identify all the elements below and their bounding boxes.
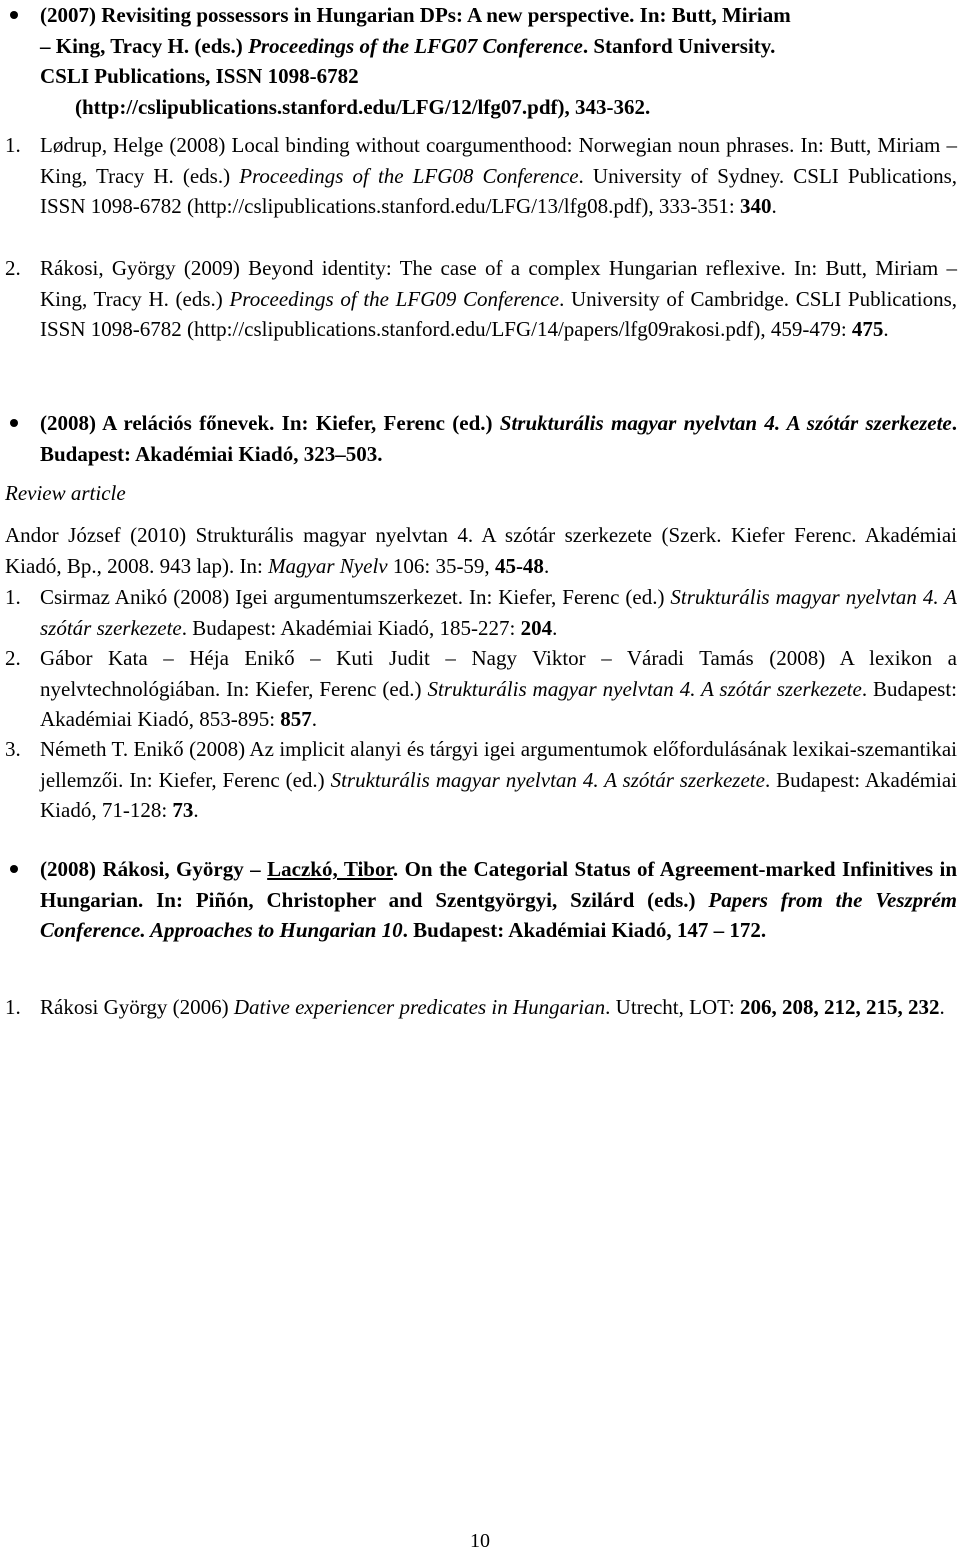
bullet-icon [10,865,18,873]
citation-item [5,734,957,826]
citation-item [5,130,957,222]
publication-text: (2008) A relációs főnevek. In: Kiefer, Ferenc (ed.) Strukturális magyar nyelvtan 4. A szótár szerkezete. Budapest: Akadémiai Kiadó, 323–503. [40,411,957,466]
review-text: Andor József (2010) Strukturális magyar nyelvtan 4. A szótár szerkezete (Szerk. Kiefer Ferenc. Akadémiai Kiadó, Bp., 2008. 943 lap). In: Magyar Nyelv 106: 35-59, 45-48. [5,523,957,578]
citation-item [5,992,957,1023]
citation-number: 1. [5,995,21,1019]
citation-text: Gábor Kata – Héja Enikő – Kuti Judit – Nagy Viktor – Váradi Tamás (2008) A lexikon a nyelvtechnológiában. In: Kiefer, Ferenc (ed.) Strukturális magyar nyelvtan 4. A szótár szerkezete. Budapest: Akadémiai Kiadó, 853-895: 857. [40,646,958,731]
publication-text: (2008) Rákosi, György – Laczkó, Tibor. On the Categorial Status of Agreement-marked Infinitives in Hungarian. In: Piñón, Christopher and Szentgyörgyi, Szilárd (eds.) Papers from the Veszprém Conference. Approaches to Hungarian 10. Budapest: Akadémiai Kiadó, 147 – 172. [40,857,958,942]
publication-entry [5,408,957,469]
citation-text: Németh T. Enikő (2008) Az implicit alanyi és tárgyi igei argumentumok előfordulásának lexikai-szemantikai jellemzői. In: Kiefer, Ferenc (ed.) Strukturális magyar nyelvtan 4. A szótár szerkezete. Budapest: Akadémiai Kiadó, 71-128: 73. [40,737,958,822]
citation-number: 2. [5,256,21,280]
citation-number: 1. [5,133,21,157]
citation-text: Rákosi György (2006) Dative experiencer predicates in Hungarian. Utrecht, LOT: 206, 208, 212, 215, 232. [40,995,945,1019]
citation-item [5,582,957,643]
citation-number: 2. [5,646,21,670]
publication-entry [5,0,957,122]
publication-text [40,0,957,122]
citation-item [5,643,957,735]
bullet-icon [10,419,18,427]
publication-line: (http://cslipublications.stanford.edu/LFG/12/lfg07.pdf), 343-362. [75,94,651,119]
publication-line: – King, Tracy H. (eds.) Proceedings of the LFG07 Conference. Stanford University. [40,33,776,58]
citation-number: 3. [5,737,21,761]
review-heading: Review article [5,481,126,505]
publication-entry [5,854,957,946]
bullet-icon [10,11,18,19]
citation-number: 1. [5,585,21,609]
page-number: 10 [470,1530,490,1552]
author-underlined: Laczkó, Tibor [267,857,393,881]
publication-line: (2007) Revisiting possessors in Hungarian DPs: A new perspective. In: Butt, Miriam [40,3,791,27]
citation-text: Csirmaz Anikó (2008) Igei argumentumszerkezet. In: Kiefer, Ferenc (ed.) Strukturális magyar nyelvtan 4. A szótár szerkezete. Budapest: Akadémiai Kiadó, 185-227: 204. [40,585,957,640]
citation-text: Rákosi, György (2009) Beyond identity: The case of a complex Hungarian reflexive. In: Butt, Miriam – King, Tracy H. (eds.) Proceedings of the LFG09 Conference. University of Cambridge. CSLI Publications, ISSN 1098-6782 (http://cslipublications.stanford.edu/LFG/14/papers/lfg09rakosi.pdf), 459-479: 475. [40,256,958,341]
citation-text: Lødrup, Helge (2008) Local binding without coargumenthood: Norwegian noun phrases. In: Butt, Miriam – King, Tracy H. (eds.) Proceedings of the LFG08 Conference. University of Sydney. CSLI Publications, ISSN 1098-6782 (http://cslipublications.stanford.edu/LFG/13/lfg08.pdf), 333-351: 340. [40,133,957,218]
publication-venue: Proceedings of the LFG07 Conference [248,33,583,58]
publication-line: CSLI Publications, ISSN 1098-6782 [40,64,359,88]
citation-item [5,253,957,345]
